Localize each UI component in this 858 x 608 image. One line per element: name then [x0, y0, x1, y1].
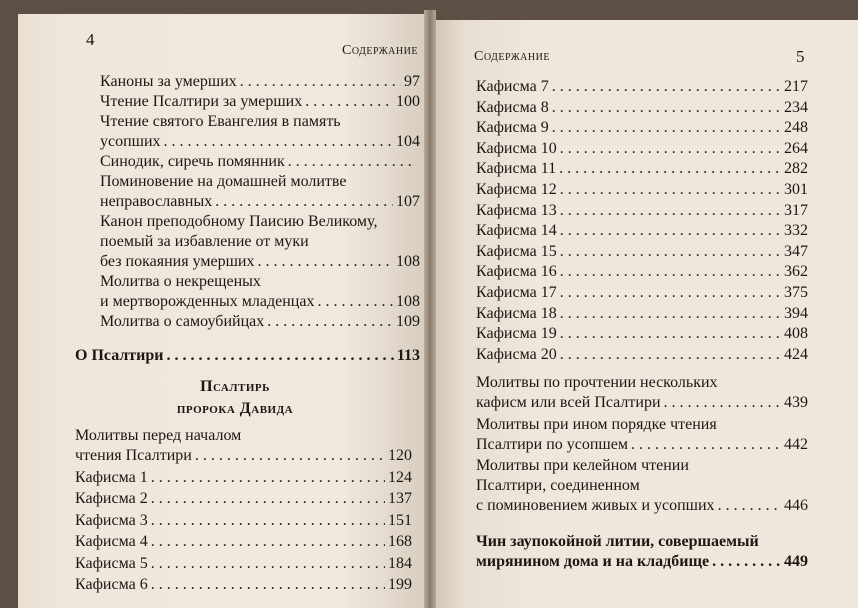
toc-entry-line: поемый за избавление от муки — [100, 233, 309, 250]
toc-entry-title: усопших — [100, 133, 161, 150]
toc-entry-row — [476, 324, 808, 344]
running-head-right: Содержание — [474, 49, 550, 64]
leader-dots — [560, 324, 781, 344]
toc-page-number: 347 — [784, 242, 808, 260]
toc-page-number: 362 — [784, 263, 808, 281]
toc-page-number: 151 — [388, 511, 412, 529]
toc-entry-line: Молитвы при келейном чтении — [476, 456, 689, 474]
toc-entry-row — [75, 575, 412, 595]
toc-page-number: 424 — [784, 345, 808, 363]
toc-entry — [476, 373, 808, 413]
toc-entry — [100, 72, 420, 92]
leader-dots — [151, 489, 385, 509]
toc-entry — [476, 262, 808, 282]
toc-entry — [476, 77, 808, 97]
leader-dots — [151, 554, 385, 574]
toc-page-number: 108 — [396, 253, 420, 270]
running-head-left: Содержание — [342, 43, 418, 58]
toc-entry-title: Кафисма 8 — [476, 98, 549, 116]
toc-page-number: 217 — [784, 78, 808, 95]
toc-entry-title: Каноны за умерших — [100, 73, 237, 90]
toc-entry — [75, 554, 412, 574]
leader-dots — [151, 468, 385, 488]
toc-entry-title: Кафисма 11 — [476, 160, 557, 178]
leader-dots — [560, 180, 781, 200]
toc-page-number: 449 — [784, 552, 808, 570]
leader-dots — [317, 292, 393, 312]
toc-entry-line: Чин заупокойной литии, совершаемый — [476, 532, 759, 550]
leader-dots — [167, 346, 394, 366]
toc-entry-row — [476, 180, 808, 200]
toc-entry-row — [476, 393, 808, 413]
toc-entry-title: Кафисма 2 — [75, 490, 148, 507]
toc-entry-line: Поминовение на домашней молитве — [100, 173, 347, 190]
toc-page-number: 113 — [396, 347, 420, 364]
leader-dots — [305, 92, 393, 112]
toc-entry — [100, 112, 420, 152]
toc-page-number: 408 — [784, 325, 808, 343]
toc-page-number: 109 — [396, 313, 420, 330]
toc-entry — [476, 139, 808, 159]
leader-dots — [195, 446, 385, 466]
toc-entry-row — [476, 118, 808, 138]
toc-entry-row — [75, 468, 412, 488]
toc-page-number: 137 — [388, 490, 412, 507]
toc-page-number: 439 — [784, 394, 808, 412]
toc-page-number: 97 — [404, 73, 420, 90]
toc-entry-line: Канон преподобному Паисию Великому, — [100, 213, 378, 230]
toc-entry-line: Чтение святого Евангелия в память — [100, 113, 341, 130]
leader-dots — [240, 72, 401, 92]
toc-entry-row — [476, 435, 808, 455]
section-heading: Псалтирь — [200, 378, 270, 395]
toc-entry — [476, 532, 808, 572]
leader-dots — [560, 304, 781, 324]
book-gutter — [424, 10, 436, 608]
toc-entry-title: кафисм или всей Псалтири — [476, 394, 661, 412]
leader-dots — [552, 77, 781, 97]
toc-entry-row — [476, 242, 808, 262]
toc-page-number: 375 — [784, 284, 808, 301]
toc-entry-title: и мертворожденных младенцах — [100, 293, 315, 310]
toc-page-number: 104 — [396, 133, 420, 150]
toc-entry-row — [75, 446, 412, 466]
toc-page-number: 100 — [396, 93, 420, 110]
toc-entry-title: Кафисма 5 — [75, 554, 148, 572]
toc-entry-row — [476, 201, 808, 221]
toc-entry-row — [476, 496, 808, 516]
toc-entry-title: Кафисма 12 — [476, 181, 557, 198]
leader-dots — [151, 575, 385, 595]
leader-dots — [559, 159, 781, 179]
toc-entry — [75, 346, 420, 366]
leader-dots — [560, 139, 781, 159]
toc-entry-title: Синодик, сиречь помянник — [100, 153, 285, 170]
leader-dots — [288, 152, 417, 172]
toc-entry-title: Кафисма 13 — [476, 201, 557, 219]
toc-entry — [100, 272, 420, 312]
leader-dots — [560, 242, 781, 262]
toc-entry — [75, 468, 412, 488]
toc-entry-line: Молитвы перед началом — [75, 427, 242, 444]
toc-entry — [476, 283, 808, 303]
toc-entry-row — [100, 312, 420, 332]
leader-dots — [151, 532, 385, 552]
toc-entry — [476, 304, 808, 324]
toc-page-number: 184 — [388, 554, 412, 572]
toc-entry-title: мирянином дома и на кладбище — [476, 552, 710, 570]
toc-entry — [476, 242, 808, 262]
toc-entry-title: Псалтири по усопшем — [476, 435, 628, 453]
leader-dots — [560, 221, 781, 241]
toc-entry-title: с поминовением живых и усопших — [476, 496, 715, 514]
toc-entry-row — [100, 152, 420, 172]
toc-entry-row — [476, 98, 808, 118]
leader-dots — [560, 283, 781, 303]
toc-entry-row — [476, 77, 808, 97]
toc-entry-title: Чтение Псалтири за умерших — [100, 93, 303, 110]
toc-entry-line: Молитва о некрещеных — [100, 273, 261, 290]
toc-entry — [75, 426, 412, 466]
toc-entry-title: Кафисма 4 — [75, 533, 148, 550]
toc-entry — [100, 312, 420, 332]
toc-page-number: 107 — [396, 193, 420, 210]
toc-entry-title: Кафисма 18 — [476, 304, 557, 322]
toc-entry-title: Кафисма 6 — [75, 576, 148, 593]
leader-dots — [718, 496, 781, 516]
toc-page-number: 108 — [396, 293, 420, 310]
toc-page-number: 168 — [388, 533, 412, 550]
toc-entry — [476, 201, 808, 221]
toc-entry-title: Молитва о самоубийцах — [100, 313, 265, 330]
toc-page-number: 282 — [784, 160, 808, 178]
toc-entry-line: Псалтири, соединенном — [476, 476, 640, 494]
toc-entry-title: Кафисма 20 — [476, 345, 557, 363]
toc-entry-title: Кафисма 7 — [476, 78, 549, 95]
toc-page-number: 234 — [784, 98, 808, 116]
toc-entry-title: Кафисма 1 — [75, 468, 148, 486]
toc-entry — [100, 152, 420, 172]
toc-entry-row — [75, 489, 412, 509]
toc-entry — [476, 118, 808, 138]
toc-entry — [476, 456, 808, 516]
leader-dots — [560, 201, 781, 221]
toc-entry — [476, 221, 808, 241]
toc-entry-line: Молитвы при ином порядке чтения — [476, 415, 717, 433]
leader-dots — [257, 252, 393, 272]
leader-dots — [215, 192, 393, 212]
toc-page-number: 394 — [784, 304, 808, 322]
leader-dots — [552, 98, 781, 118]
toc-page-number: 120 — [388, 447, 412, 464]
toc-entry — [100, 172, 420, 212]
toc-page-number: 446 — [784, 496, 808, 514]
toc-entry-row — [476, 221, 808, 241]
toc-page-number: 264 — [784, 139, 808, 157]
toc-entry-title: Кафисма 16 — [476, 263, 557, 281]
toc-entry — [100, 92, 420, 112]
toc-entry — [75, 532, 412, 552]
leader-dots — [164, 132, 393, 152]
toc-entry-title: Кафисма 19 — [476, 325, 557, 343]
toc-entry-row — [476, 552, 808, 572]
toc-entry-title: Кафисма 14 — [476, 222, 557, 240]
toc-entry-row — [100, 132, 420, 152]
toc-entry-row — [476, 139, 808, 159]
leader-dots — [664, 393, 781, 413]
toc-entry-title: Кафисма 15 — [476, 242, 557, 260]
toc-entry — [476, 98, 808, 118]
toc-entry-row — [75, 346, 420, 366]
toc-entry — [476, 415, 808, 455]
toc-entry-title: чтения Псалтири — [75, 447, 192, 464]
toc-page-number: 248 — [784, 119, 808, 137]
leader-dots — [712, 552, 781, 572]
toc-page-number: 124 — [388, 468, 412, 486]
page-number-left: 4 — [86, 30, 95, 49]
toc-entry-row — [100, 192, 420, 212]
toc-entry-title: Кафисма 17 — [476, 284, 557, 301]
toc-entry-title: Кафисма 9 — [476, 119, 549, 137]
leader-dots — [267, 312, 393, 332]
toc-entry — [476, 324, 808, 344]
leader-dots — [631, 435, 781, 455]
toc-entry — [75, 511, 412, 531]
toc-entry — [476, 159, 808, 179]
toc-entry-title: Кафисма 10 — [476, 139, 557, 157]
toc-page-number: 199 — [388, 576, 412, 593]
toc-entry-row — [100, 252, 420, 272]
toc-entry-row — [476, 262, 808, 282]
toc-entry — [75, 575, 412, 595]
toc-entry-row — [100, 72, 420, 92]
toc-entry-title: Кафисма 3 — [75, 511, 148, 529]
page-number-right: 5 — [796, 47, 805, 66]
toc-page-number: 317 — [784, 201, 808, 219]
toc-entry-row — [476, 159, 808, 179]
toc-entry-row — [100, 92, 420, 112]
leader-dots — [560, 262, 781, 282]
toc-entry-title: О Псалтири — [75, 347, 164, 364]
toc-entry-title: неправославных — [100, 193, 213, 210]
toc-page-number: 442 — [784, 435, 808, 453]
toc-page-number: 332 — [784, 222, 808, 240]
section-subheading: пророка Давида — [176, 400, 294, 417]
toc-page-number: 301 — [784, 181, 808, 198]
leader-dots — [552, 118, 781, 138]
toc-entry-title: без покаяния умерших — [100, 253, 255, 270]
toc-entry-row — [476, 345, 808, 365]
toc-entry-row — [100, 292, 420, 312]
toc-entry-row — [476, 304, 808, 324]
toc-entry — [100, 212, 420, 272]
toc-entry-row — [75, 532, 412, 552]
toc-entry-line: Молитвы по прочтении нескольких — [476, 374, 718, 392]
toc-entry — [476, 180, 808, 200]
toc-entry-row — [75, 554, 412, 574]
toc-entry — [476, 345, 808, 365]
toc-entry-row — [75, 511, 412, 531]
leader-dots — [560, 345, 781, 365]
leader-dots — [151, 511, 385, 531]
toc-entry-row — [476, 283, 808, 303]
toc-entry — [75, 489, 412, 509]
